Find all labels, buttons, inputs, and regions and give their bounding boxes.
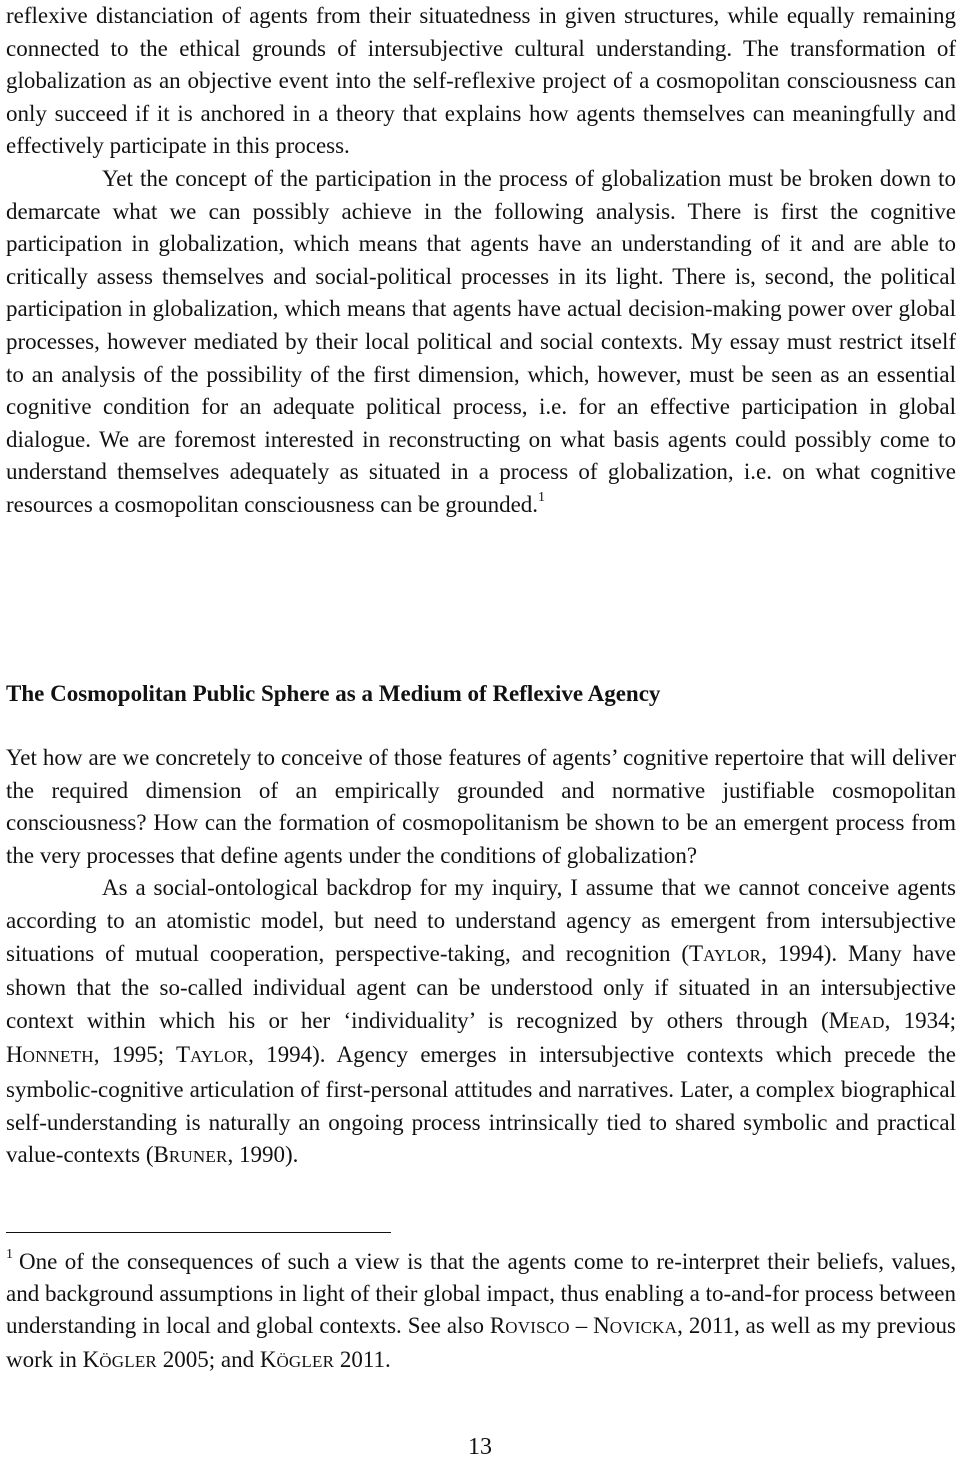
citation-honneth-rest: ONNETH: [22, 1047, 94, 1067]
citation-bruner-initial: B: [153, 1142, 169, 1168]
footnote-text-1: One of the consequences of such a view is that the agents come to re-interpret their beliefs, values, and background assumptions in light of their global impact, thus enabling a to-and-for process between understanding in local and global contexts. See also: [6, 1249, 956, 1338]
citation-kogler2-rest: ÖGLER: [276, 1352, 335, 1371]
citation-mead-initial: M: [828, 1007, 850, 1033]
body-paragraph-1: reflexive distanciation of agents from their situatedness in given structures, while equally remaining connected to the ethical grounds of intersubjective cultural understanding. The transformation of globalization as an objective event into the self-reflexive project of a cosmopolitan consciousness can only succeed if it is anchored in a theory that explains how agents themselves can meaningfully and effectively participate in this process.: [6, 3, 956, 159]
section-paragraph-2-text-3: , 1934;: [884, 1007, 956, 1033]
citation-bruner-rest: RUNER: [168, 1147, 228, 1167]
citation-kogler-initial: K: [82, 1347, 100, 1372]
citation-novicka-initial: N: [593, 1313, 610, 1338]
citation-honneth-initial: H: [6, 1042, 23, 1068]
citation-kogler2-initial: K: [259, 1347, 277, 1372]
section-paragraph-2-text-2: , 1994). Many have shown that the so-called individual agent can be understood only if situated in an intersubjective context within which his or her ‘individuality’ is recognized by others through (: [6, 940, 956, 1033]
citation-rovisco-initial: R: [489, 1313, 506, 1338]
footnote-text-2: , 2011, as well as my previous work in: [6, 1313, 957, 1372]
footnote-divider: [6, 1232, 391, 1233]
section-paragraph-2-text-6: , 1990).: [227, 1142, 299, 1168]
section-paragraph-1: Yet how are we concretely to conceive of those features of agents’ cognitive repertoire that will deliver the required dimension of an empirically grounded and normative justifiable cosmopolitan consciousness? How can the formation of cosmopolitanism be shown to be an emergent process from the very processes that define agents under the conditions of globalization?: [6, 745, 956, 868]
citation-taylor-rest: AYLOR: [703, 945, 762, 965]
citation-novicka-rest: OVICKA: [609, 1318, 678, 1337]
footnote-reference[interactable]: 1: [538, 489, 546, 505]
citation-taylor-initial: T: [689, 940, 704, 966]
citation-mead-rest: EAD: [849, 1012, 885, 1032]
footnote-number: 1: [6, 1247, 13, 1262]
footnote-text-4: 2011.: [334, 1347, 391, 1372]
section-paragraph-2-text-5: , 1994). Agency emerges in intersubjective contexts which precede the symbolic-cognitive articulation of first-personal attitudes and narratives. Later, a complex biographical self-understanding is naturally an ongoing process intrinsically tied to shared symbolic and practical value-contexts (: [6, 1042, 956, 1168]
footnote-text-3: 2005; and: [156, 1347, 260, 1372]
citation-taylor2-initial: T: [176, 1042, 191, 1068]
body-paragraph-2-text: Yet the concept of the participation in the process of globalization must be broken down to demarcate what we can possibly achieve in the following analysis. There is first the cognitive participation in globalization, which means that agents have an understanding of it and are able to critically assess themselves and social-political processes in its light. There is, second, the political participation in globalization, which means that agents have actual decision-making power over global processes, however mediated by their local political and social contexts. My essay must restrict itself to an analysis of the possibility of the first dimension, which, however, must be seen as an essential cognitive condition for an adequate political process, i.e. for an effective participation in global dialogue. We are foremost interested in reconstructing on what basis agents could possibly come to understand themselves adequately as situated in a process of globalization, i.e. on what cognitive resources a cosmopolitan consciousness can be grounded.: [6, 165, 956, 517]
section-paragraph-2: [6, 872, 956, 1173]
section-paragraph-2-text-4: , 1995;: [93, 1042, 176, 1068]
citation-rovisco-rest: OVISCO: [505, 1318, 570, 1337]
section-heading: The Cosmopolitan Public Sphere as a Medium of Reflexive Agency: [6, 681, 661, 706]
citation-taylor2-rest: AYLOR: [190, 1047, 249, 1067]
section-body: [6, 742, 956, 1174]
section-paragraph-2-text-1: As a social-ontological backdrop for my inquiry, I assume that we cannot conceive agents according to an atomistic model, but need to understand agency as emergent from intersubjective situations of mutual cooperation, perspective-taking, and recognition (: [6, 875, 956, 966]
page-number: 13: [468, 1434, 492, 1460]
citation-kogler-rest: ÖGLER: [99, 1352, 157, 1371]
footnote: [6, 1246, 956, 1378]
body-paragraph-2: [6, 163, 956, 522]
footnote-dash: –: [569, 1313, 594, 1338]
page-body: [6, 0, 956, 522]
